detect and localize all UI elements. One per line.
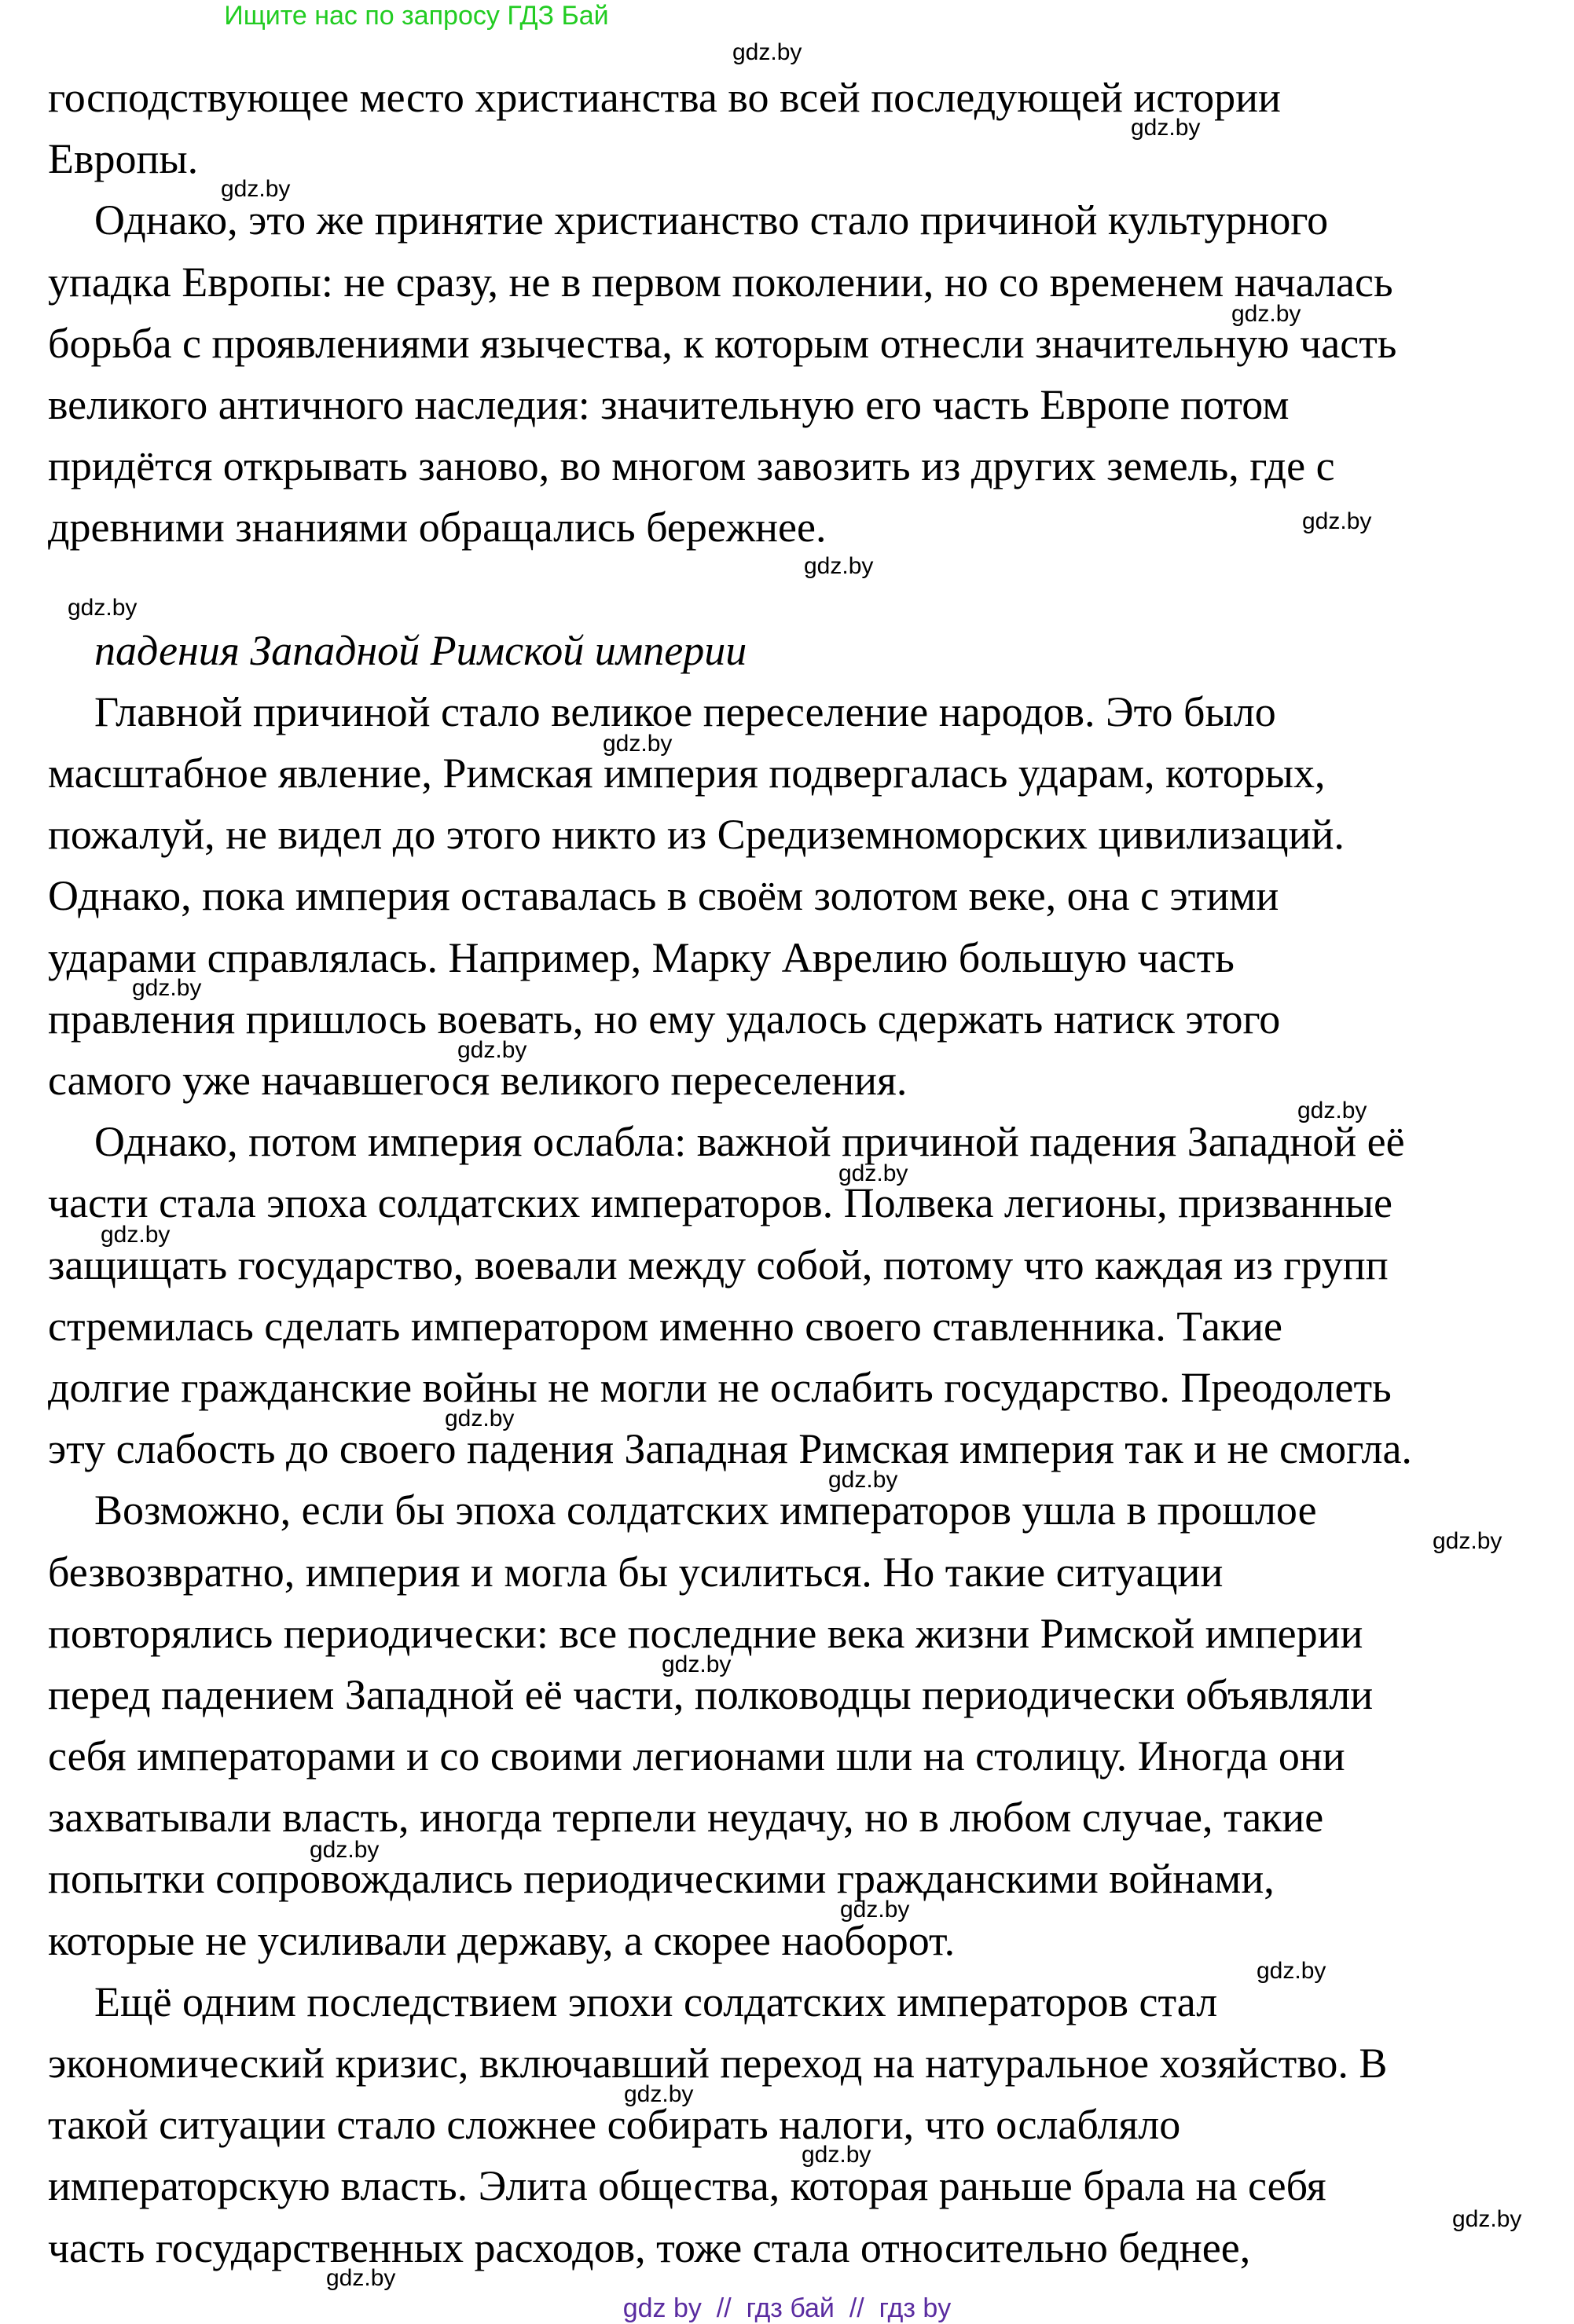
watermark: gdz.by [1231, 301, 1301, 327]
watermark: gdz.by [132, 975, 202, 1001]
watermark: gdz.by [101, 1222, 171, 1248]
text-line: такой ситуации стало сложнее собирать налоги, что ослабляло [48, 2101, 1181, 2149]
text-line: которые не усиливали державу, а скорее наоборот. [48, 1916, 956, 1964]
text-line: господствующее место христианства во всей последующей истории [48, 74, 1281, 121]
watermark: gdz.by [662, 1651, 732, 1677]
text-line: упадка Европы: не сразу, не в первом поколении, но со временем началась [48, 258, 1393, 306]
text-line: Однако, пока империя оставалась в своём золотом веке, она с этими [48, 872, 1279, 920]
text-line: борьба с проявлениями язычества, к которым отнесли значительную часть [48, 319, 1397, 367]
text-line: долгие гражданские войны не могли не ослабить государство. Преодолеть [48, 1363, 1392, 1411]
watermark: gdz.by [828, 1467, 898, 1493]
text-line: императорскую власть. Элита общества, которая раньше брала на себя [48, 2162, 1326, 2210]
watermark: gdz.by [802, 2142, 871, 2168]
text-line: масштабное явление, Римская империя подвергалась ударам, которых, [48, 750, 1326, 797]
text-line: древними знаниями обращались бережнее. [48, 504, 827, 552]
text-line: Однако, это же принятие христианство стало причиной культурного [94, 196, 1329, 244]
text-line: попытки сопровождались периодическими гражданскими войнами, [48, 1855, 1275, 1903]
text-line: Главной причиной стало великое переселение народов. Это было [94, 687, 1276, 735]
text-line: часть государственных расходов, тоже стала относительно беднее, [48, 2223, 1251, 2271]
watermark: gdz.by [838, 1160, 908, 1186]
watermark: gdz.by [445, 1406, 515, 1431]
text-line: придётся открывать заново, во многом завозить из других земель, где с [48, 442, 1335, 490]
text-line: части стала эпоха солдатских императоров. Полвека легионы, призванные [48, 1179, 1392, 1227]
watermark: gdz.by [221, 176, 291, 202]
section-heading: падения Западной Римской империи [94, 626, 747, 674]
text-line: пожалуй, не видел до этого никто из Средиземноморских цивилизаций. [48, 811, 1345, 859]
watermark: gdz.by [1452, 2206, 1522, 2232]
watermark: gdz.by [624, 2081, 694, 2107]
watermark: gdz.by [804, 553, 874, 579]
document-body [48, 67, 1572, 2278]
text-line: ударами справлялась. Например, Марку Аврелию большую часть [48, 933, 1235, 981]
watermark: gdz.by [457, 1037, 527, 1063]
text-line: Европы. [48, 135, 199, 183]
text-line: захватывали власть, иногда терпели неудачу, но в любом случае, такие [48, 1794, 1324, 1842]
watermark: gdz.by [1297, 1098, 1367, 1124]
watermark: gdz.by [310, 1837, 380, 1863]
search-banner: Ищите нас по запросу ГДЗ Бай [224, 1, 609, 31]
watermark: gdz.by [840, 1897, 910, 1923]
watermark: gdz.by [1302, 508, 1372, 534]
text-line: Возможно, если бы эпоха солдатских императоров ушла в прошлое [94, 1486, 1317, 1534]
watermark: gdz.by [1131, 115, 1201, 141]
watermark: gdz.by [1257, 1958, 1326, 1984]
text-line: Однако, потом империя ослабла: важной причиной падения Западной её [94, 1118, 1405, 1166]
text-line: экономический кризис, включавший переход на натуральное хозяйство. В [48, 2040, 1388, 2087]
text-line: повторялись периодически: все последние века жизни Римской империи [48, 1609, 1363, 1657]
watermark: gdz.by [732, 39, 802, 65]
text-line: защищать государство, воевали между собой, потому что каждая из групп [48, 1241, 1389, 1288]
text-line: самого уже начавшегося великого переселения. [48, 1057, 908, 1104]
text-line: себя императорами и со своими легионами шли на столицу. Иногда они [48, 1732, 1345, 1780]
text-line: стремилась сделать императором именно своего ставленника. Такие [48, 1302, 1283, 1350]
text-line: великого античного наследия: значительную его часть Европе потом [48, 380, 1290, 428]
footer-links: gdz by // гдз бай // гдз by [622, 2293, 952, 2323]
watermark: gdz.by [326, 2265, 396, 2291]
watermark: gdz.by [603, 731, 673, 757]
text-line: перед падением Западной её части, полководцы периодически объявляли [48, 1670, 1374, 1718]
text-line: эту слабость до своего падения Западная Римская империя так и не смогла. [48, 1425, 1412, 1473]
text-line: Ещё одним последствием эпохи солдатских императоров стал [94, 1978, 1218, 2025]
text-line: безвозвратно, империя и могла бы усилиться. Но такие ситуации [48, 1548, 1224, 1596]
watermark: gdz.by [1433, 1528, 1502, 1554]
text-line: правления пришлось воевать, но ему удалось сдержать натиск этого [48, 995, 1281, 1043]
watermark: gdz.by [68, 595, 138, 621]
